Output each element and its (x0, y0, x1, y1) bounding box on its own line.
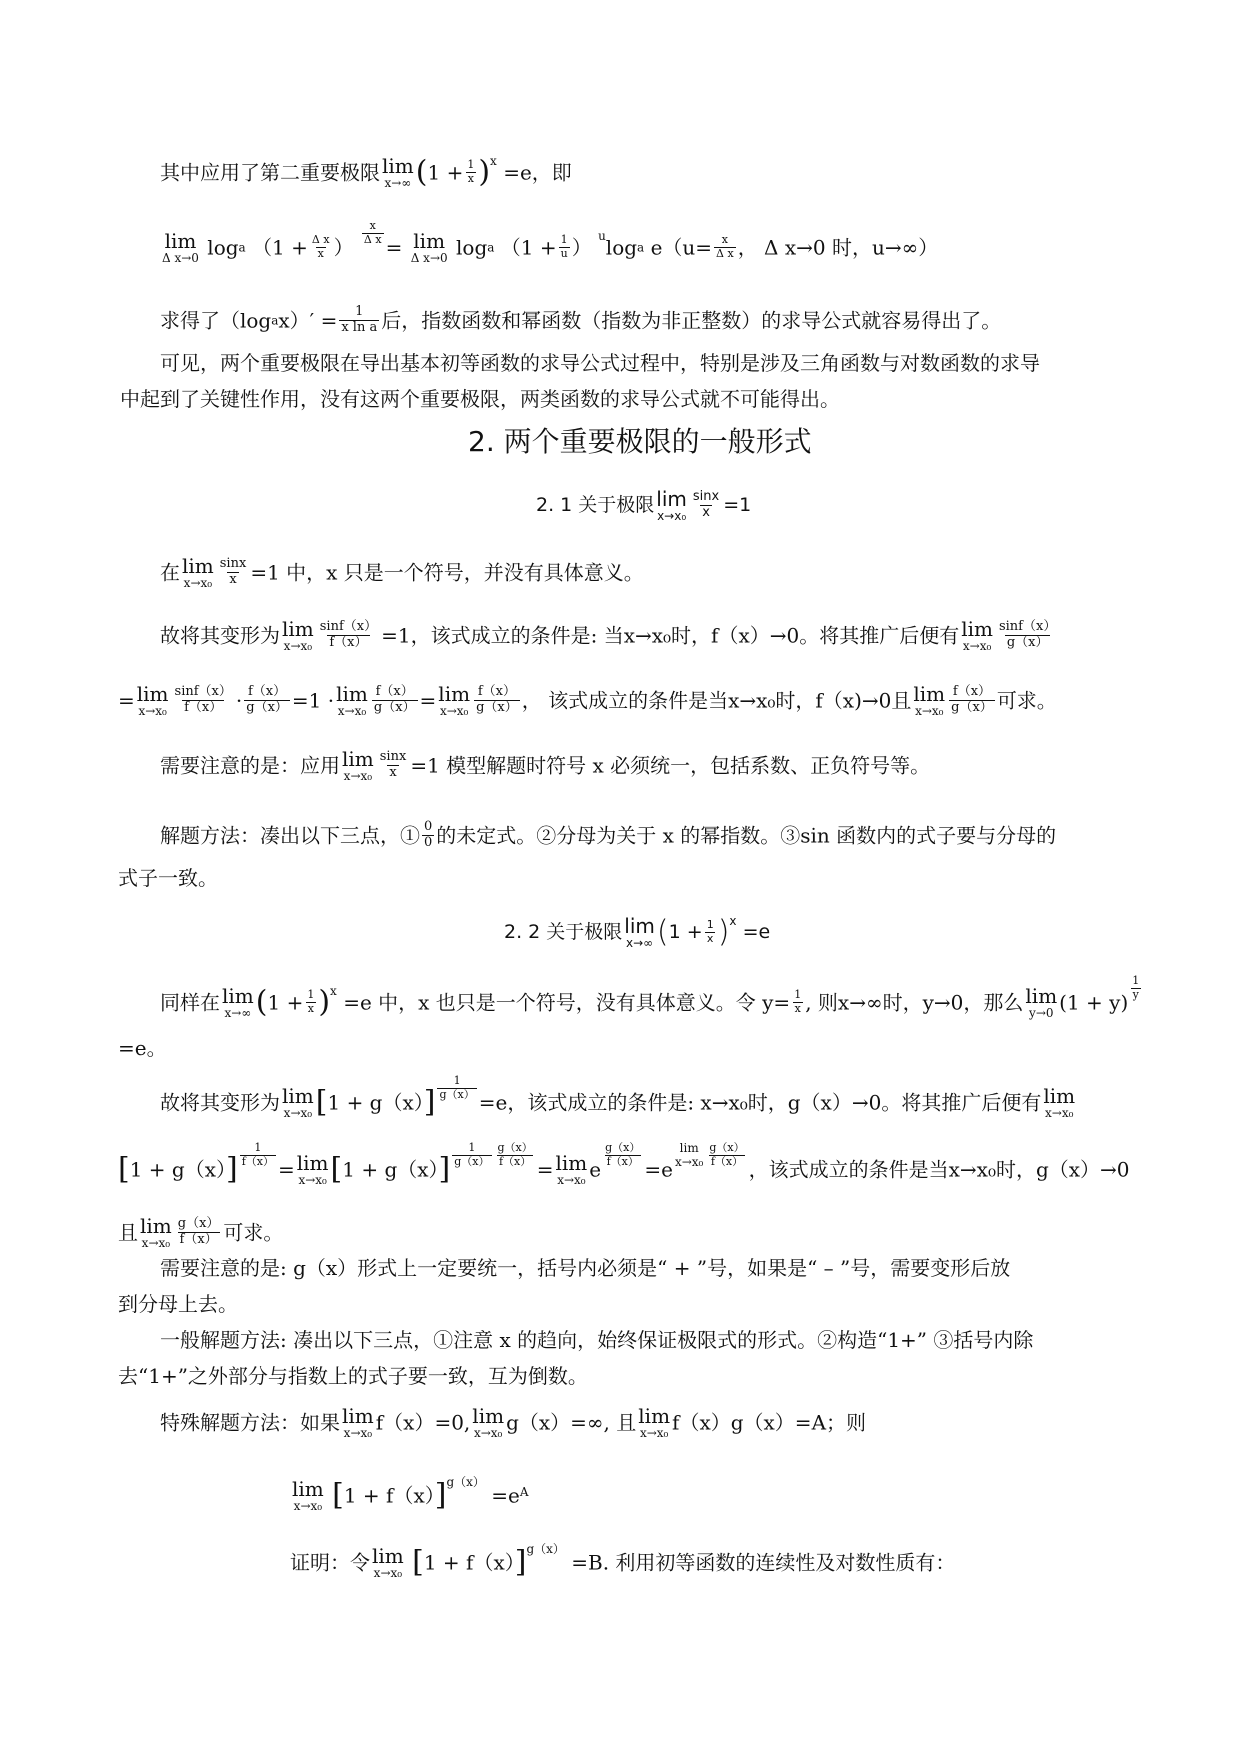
limit: lim x→x₀ (342, 747, 374, 783)
line-special-result: lim x→x₀ $[1 + f(x)]^{g(x)} =e^A$ (292, 1474, 529, 1513)
fraction: $\frac{x}{\text{Δ x}}$ (363, 219, 382, 247)
fraction: $\frac{g(x)}{f(x)}$ (605, 1141, 641, 1169)
line-method-1: 解题方法：凑出以下三点，① $\frac{0}{0}$ 的未定式。②分母为关于 x 的幂指数。③sin 函数内的式子要与分母的 (160, 819, 1057, 850)
fraction: $\frac{f(x)}{g(x)}$ (246, 684, 288, 716)
limit: lim y→0 (1025, 984, 1058, 1020)
limit: lim x→x₀ (140, 1214, 172, 1250)
fraction: $\frac{f(x)}{g(x)}$ (951, 684, 993, 716)
fraction: $\frac{1}{x}$ (706, 918, 714, 946)
paragraph-method-2: 一般解题方法: 凑出以下三点，①注意 x 的趋向，始终保证极限式的形式。②构造“1+” ③括号内除 去“1+”之外部分与指数上的式子要一致，互为倒数。 (118, 1328, 1034, 1388)
subsection-heading-2-1: 2. 1 关于极限 lim x→x₀ $\frac{\sin x}{x}$ =1 (536, 487, 752, 523)
fraction: $\frac{1}{g(x)}$ (439, 1074, 475, 1102)
limit: lim x→x₀ (438, 682, 471, 718)
limit: lim x→x₀ (961, 617, 993, 653)
limit: lim x→x₀ (1043, 1084, 1076, 1120)
line-transform-2: = lim x→x₀ $\frac{\sin f(x)}{f(x)}$ · $\frac{f(x)}{g(x)}$ =1 · lim x→x₀ $\frac{f(x)}{g(x)}$ = lim x→x₀ $\frac{f(x)}{g(x)}$ ， 该式成立的条件是当x→x₀时，f（x)→0且 lim x→x₀ $\frac{f(x)}{g(x)}$ 可求。 (118, 682, 1057, 718)
limit: lim x→x₀ (136, 682, 169, 718)
fraction: $\frac{1}{x}$ (467, 158, 475, 186)
fraction: $\frac{1}{x}$ (307, 988, 315, 1016)
limit: lim x→x₀ (282, 1084, 314, 1120)
line-special-method: 特殊解题方法：如果 lim x→x₀ f（x）=0, lim x→x₀ g（x）=∞, 且 lim x→x₀ f（x）g（x）=A；则 (160, 1404, 867, 1440)
text: 其中应用了第二重要极限 (160, 160, 380, 185)
fraction: $\frac{\sin x}{x}$ (692, 489, 720, 521)
line-transform-3: 故将其变形为 lim x→x₀ [1 + g（x）] $\frac{1}{g(x)}$ =e，该式成立的条件是: x→x₀时，g（x）→0。将其推广后便有 lim x→x₀ (160, 1074, 1076, 1120)
limit: lim x→x₀ (638, 1404, 671, 1440)
limit: lim x→x₀ (182, 554, 214, 590)
fraction: $\frac{\sin x}{x}$ (379, 749, 407, 781)
paragraph-note-2: 需要注意的是: g（x）形式上一定要统一，括号内必须是“ + ”号，如果是“ – ”号，需要变形后放 到分母上去。 (118, 1256, 1011, 1316)
line-substitution-cont: =e。 (118, 1036, 167, 1060)
fraction: $\frac{x}{\text{Δ x}}$ (716, 233, 734, 261)
line-note-1: 需要注意的是：应用 lim x→x₀ $\frac{\sin x}{x}$ =1 模型解题时符号 x 必须统一，包括系数、正负符号等。 (160, 747, 931, 783)
line-log-limit: lim Δ x→0 loga （1 + $\frac{\text{Δ x}}{x}$ ） $\frac{x}{\text{Δ x}}$ = lim Δ x→0 loga （1 + $\frac{1}{u}$ ） $^u$loga e（u= $\frac{x}{\text{Δ x}}$ ， Δ x→0 时，u→∞） (162, 219, 939, 265)
fraction: $\frac{\sin f(x)}{f(x)}$ (319, 619, 378, 651)
fraction: $\frac{1}{g(x)}$ (454, 1141, 490, 1169)
limit: lim x→x₀ (336, 682, 368, 718)
fraction: $\frac{1}{u}$ (560, 233, 568, 261)
line-transform-1: 故将其变形为 lim x→x₀ $\frac{\sin f(x)}{f(x)}$ =1，该式成立的条件是: 当x→x₀时，f（x）→0。将其推广后便有 lim x→x₀ $\frac{\sin f(x)}{g(x)}$ (160, 617, 1057, 653)
limit: lim x→x₀ (674, 1141, 704, 1169)
limit: lim x→x₀ (913, 682, 946, 718)
subsection-heading-2-2: 2. 2 关于极限 lim x→∞ (1 + $\frac{1}{x}$ )$^x$ =e (504, 913, 771, 950)
limit: lim x→x₀ (372, 1544, 404, 1580)
fraction: $\frac{1}{f(x)}$ (241, 1141, 274, 1169)
line-proof: 证明：令 lim x→x₀ $[1 + f(x)]^{g(x)} =B$. 利用初等函数的连续性及对数性质有： (290, 1541, 956, 1580)
fraction: $\frac{g(x)}{f(x)}$ (709, 1141, 745, 1169)
text: =e，即 (503, 160, 572, 185)
fraction: $\frac{\sin f(x)}{f(x)}$ (174, 684, 232, 716)
limit: lim x→x₀ (342, 1404, 374, 1440)
fraction: $\frac{g(x)}{f(x)}$ (497, 1141, 533, 1169)
fraction: $\frac{\sin f(x)}{g(x)}$ (998, 619, 1057, 651)
line-substitution: 同样在 lim x→∞ (1 + $\frac{1}{x}$ )$^x$ =e 中，x 也只是一个符号，没有具体意义。令 y= $\frac{1}{x}$ , 则x→∞时，y→0，那么 lim y→0 (1 + y) $\frac{1}{y}$ (160, 974, 1140, 1020)
fraction: $\frac{1}{\text{x ln a}}$ (341, 304, 378, 335)
fraction: $\frac{0}{0}$ (424, 819, 433, 850)
fraction: $\frac{f(x)}{g(x)}$ (476, 684, 518, 716)
fraction: $\frac{f(x)}{g(x)}$ (373, 684, 416, 716)
line-log-derivative: 求得了（logax）′ = $\frac{1}{\text{x ln a}}$ 后，指数函数和幂函数（指数为非正整数）的求导公式就容易得出了。 (160, 304, 1002, 335)
limit: lim Δ x→0 (410, 229, 448, 265)
limit: lim x→x₀ (656, 487, 687, 523)
section-heading: 2. 两个重要极限的一般形式 (468, 425, 812, 458)
line-symbol-note: 在 lim x→x₀ $\frac{\sin x}{x}$ =1 中，x 只是一个符号，并没有具体意义。 (160, 554, 644, 590)
fraction: $\frac{g(x)}{f(x)}$ (177, 1216, 220, 1248)
line-second-limit: 其中应用了第二重要极限 lim x→∞ (1 + $\frac{1}{x}$ )$^x$ =e，即 (160, 153, 572, 190)
limit: lim x→∞ (624, 914, 655, 950)
limit: lim x→∞ (382, 154, 414, 190)
line-transform-4: [1 + g（x）] $\frac{1}{f(x)}$ = lim x→x₀ [1 + g（x）] $\frac{1}{g(x)}$ $\frac{g(x)}{f(x)}$ = lim x→x₀ e $\frac{g(x)}{f(x)}$ =e lim x→x₀ $\frac{g(x)}{f(x)}$ ，该式成立的条件是当x→x₀时，g（x）→0 (118, 1141, 1130, 1187)
fraction: $\frac{1}{x}$ (794, 988, 802, 1016)
fraction: $\frac{1}{y}$ (1132, 974, 1140, 1002)
line-condition: 且 lim x→x₀ $\frac{g(x)}{f(x)}$ 可求。 (118, 1214, 284, 1250)
fraction: $\frac{\sin x}{x}$ (219, 556, 247, 588)
paragraph-importance: 可见，两个重要极限在导出基本初等函数的求导公式过程中，特别是涉及三角函数与对数函数的求导 中起到了关键性作用，没有这两个重要极限，两类函数的求导公式就不可能得出。 (120, 351, 1040, 411)
limit: lim x→x₀ (292, 1477, 324, 1513)
line-method-1-cont: 式子一致。 (118, 866, 218, 890)
limit: lim x→x₀ (472, 1404, 505, 1440)
limit: lim x→x₀ (296, 1151, 329, 1187)
limit: lim Δ x→0 (162, 229, 199, 265)
fraction: $\frac{\text{Δ x}}{x}$ (311, 233, 330, 261)
limit: lim x→∞ (222, 984, 254, 1020)
limit: lim x→x₀ (282, 617, 314, 653)
limit: lim x→x₀ (555, 1151, 588, 1187)
